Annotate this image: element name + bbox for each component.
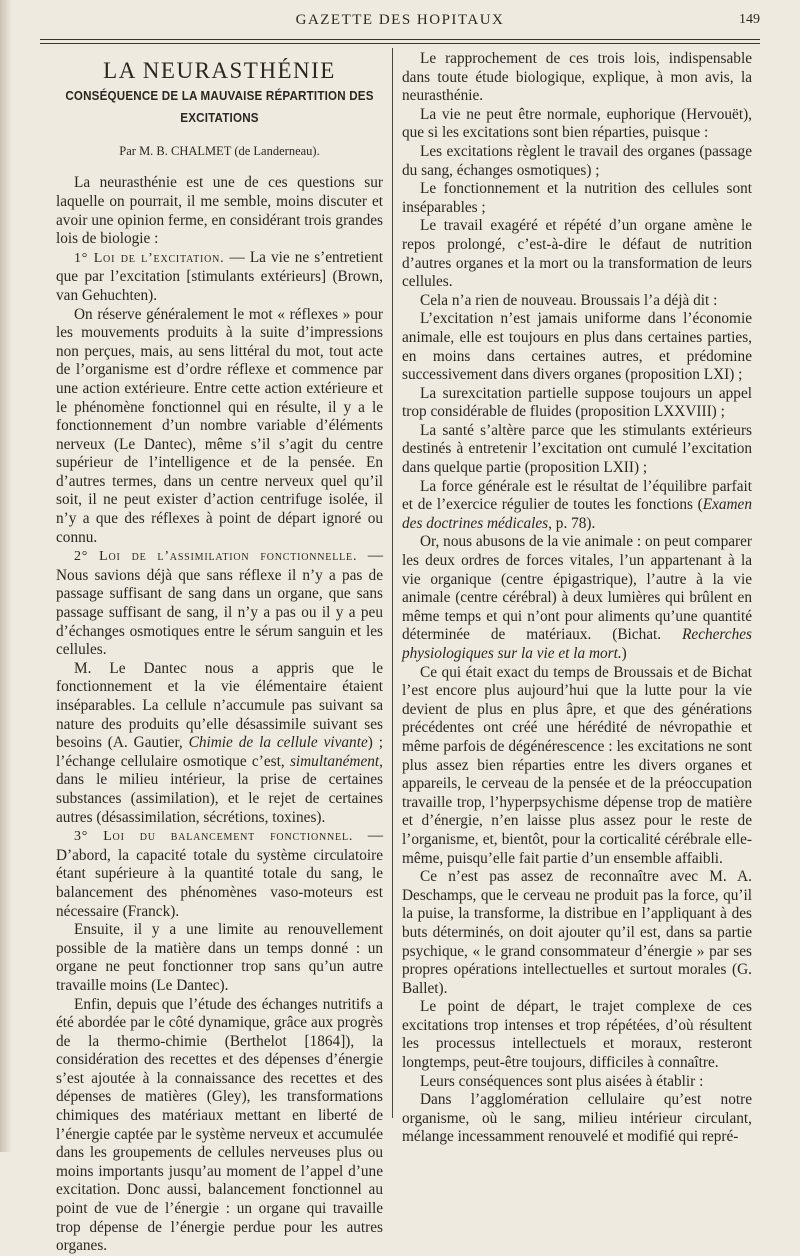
paragraph [56,306,383,548]
paragraph-text: La surexcitation partielle suppose toujours un appel trop considérable de fluides (proposition LXXVIII) ; [402,384,752,421]
paragraph-text: Ce n’est pas assez de reconnaître avec M. A. Deschamps, que le cerveau ne produit pas la force, qu’il la puise, la transforme, la distribue en l’appliquant à des buts déterminés, on doit ajouter qu’il est, dans sa partie psychique, « le grand consommateur d’énergie » par ses propres opérations intellectuelles et surtout morales (G. Ballet). [402,868,752,997]
paragraph-text: Les excitations règlent le travail des organes (passage du sang, échanges osmotiques) ; [402,142,752,179]
column-divider [392,48,393,1118]
paragraph [402,143,752,180]
paragraph-text: — La vie ne s’entretient que par l’excitation [stimulants extérieurs] (Brown, van Gehuchten). [56,248,383,304]
paragraph-text: La neurasthénie est une de ces questions sur laquelle on pourrait, il me semble, moins discuter et avoir une opinion ferme, en considérant trois grandes lois de biologie : [56,174,383,248]
article-subtitle: CONSÉQUENCE DE LA MAUVAISE RÉPARTITION DES EXCITATIONS [65,88,374,125]
paragraph-text: Le fonctionnement et la nutrition des cellules sont inséparables ; [402,180,752,216]
running-title: GAZETTE DES HOPITAUX [295,12,505,28]
paragraph-text: Ce qui était exact du temps de Broussais et de Bichat l’est encore plus aujourd’hui que la lutte pour la vie devient de plus en plus âpre, et que des générations précédentes ont créé une hérédité de névropathie et même parfois de dégénérescence : les excitations ne sont plus assez bien réparties entre les divers organes et appareils, le cerveau de la pensée et de la préoccupation travaille trop, l’hyperpsychisme dépense trop de matière et d’énergie, n’en laisse plus assez pour le reste de l’organisme, et, bientôt, pour la corticalité cérébrale elle-même, puisqu’elle fait partie d’un ensemble affaibli. [402,663,752,867]
paragraph [56,921,383,995]
paragraph [56,249,383,306]
cited-work-title: Examen des doctrines médicales [402,496,752,532]
cited-work-title: simultanément [289,752,380,770]
paragraph-text: La force générale est le résultat de l’équilibre parfait et de l’exercice régulier de toutes les fonctions ( [402,477,752,514]
paragraph [402,422,752,478]
left-column [56,50,383,1256]
paragraph-text: Le travail exagéré et répété d’un organe amène le repos prolongé, c’est-à-dire le défaut de nutrition d’autres organes et la mort ou la transformation de leurs cellules. [402,217,752,291]
law-heading: 3° Loi du balancement fonctionnel. [74,829,354,845]
paragraph [402,478,752,534]
paragraph-text: Leurs conséquences sont plus aisées à établir : [420,1072,704,1090]
paragraph-text: On réserve généralement le mot « réflexes » pour les mouvements produits à la suite d’impressions non perçues, mais, au sens littéral du mot, tout acte de l’organisme est d’ordre réflexe et commence par une action extérieure. Entre cette action extérieure et le phénomène fonctionnel qui en résulte, il y a le fonctionnement d’un nombre variable d’éléments nerveux (Le Dantec), même s’il s’agit du centre supérieur de l’intelligence et de la pensée. En d’autres termes, dans un centre nerveux quel qu’il soit, il ne peut exister d’action centrifuge isolée, il n’y a que des réflexes à point de départ ignoré ou connu. [56,305,383,546]
paragraph [56,547,383,660]
paragraph-text: L’excitation n’est jamais uniforme dans l’économie animale, elle est toujours en plus dans certaines parties, en moins dans certaines autres, et prédomine successivement dans divers organes (proposition LXI) ; [402,310,752,384]
paragraph [56,174,383,248]
right-column [402,50,752,1147]
paragraph [56,660,383,827]
paragraph [402,385,752,422]
paragraph-text: , p. 78). [548,514,596,532]
paragraph [402,310,752,384]
paragraph-text: Ensuite, il y a une limite au renouvellement possible de la matière dans un temps donné : un organe ne peut fonctionner trop sans qu’un autre travaille moins (Le Dantec). [56,921,383,994]
article-byline: Par M. B. CHALMET (de Landerneau). [119,143,320,158]
header-rule-bottom [40,43,760,44]
paragraph-text: Enfin, depuis que l’étude des échanges nutritifs a été abordée par le côté dynamique, grâce aux progrès de la thermo-chimie (Berthelot [1864]), la considération des recettes et des dépenses d’énergie s’est ajoutée à la connaissance des recettes et des dépenses de matières (Gley), les transformations chimiques des matériaux mettant en liberté de l’énergie captée par le système nerveux et accumulée dans les groupements de cellules nerveuses plus ou moins importants jusqu’au moment de l’appel d’une excitation. Donc aussi, balancement fonctionnel au point de vue de l’énergie : un organe qui travaille trop dépense de l’énergie perdue pour les autres organes. [56,995,383,1255]
cited-work-title: Recherches physiologiques sur la vie et la mort. [402,626,752,662]
paragraph-text: Le point de départ, le trajet complexe de ces excitations trop intenses et trop répétées, d’où résultent les processus intellectuels et moraux, resteront longtemps, peut-être toujours, difficiles à connaître. [402,998,752,1072]
article-title: LA NEURASTHÉNIE [103,58,336,83]
paragraph [402,1073,752,1092]
law-heading: 2° Loi de l’assimilation fonctionnelle. [74,549,358,565]
paragraph-text: La santé s’altère parce que les stimulants extérieurs destinés à entretenir l’excitation ont cumulé l’excitation dans quelque partie (proposition LXII) ; [402,421,752,477]
paragraph-text: , dans le milieu intérieur, la prise de certaines substances (assimilation), et le rejet de certaines autres (désassimilation, sécrétions, toxines). [56,752,383,826]
header-rule-top [40,39,760,40]
paragraph-text: ) [621,645,627,662]
paragraph-text: Dans l’agglomération cellulaire qu’est notre organisme, où le sang, milieu intérieur circulant, mélange incessamment renouvelé et modifié qui repré- [402,1091,752,1146]
cited-work-title: Chimie de la cellule vivante [188,734,368,752]
paragraph [402,217,752,291]
paragraph-text: — D’abord, la capacité totale du système circulatoire étant supérieure à la quantité totale du sang, le balancement des phénomènes vaso-moteurs est nécessaire (Franck). [56,827,383,920]
paragraph [56,996,383,1256]
paragraph [402,664,752,869]
page-number: 149 [739,12,760,27]
paragraph-text: Or, nous abusons de la vie animale : on peut comparer les deux ordres de forces vitales, l’un appartenant à la vie organique (centre épigastrique), l’autre à la vie animale (centre cérébral) à deux lumières qui brûlent en même temps et qui n’ont pour aliments qu’une quantité déterminée de matériaux. (Bichat. [402,533,752,644]
page-binding-shadow [0,0,12,1152]
left-column-body [56,174,383,1255]
paragraph-text: M. Le Dantec nous a appris que le fonctionnement et la vie élémentaire étaient inséparables. La cellule n’accumule pas suivant sa nature des produits qu’elle désassimile suivant ses besoins (A. Gautier, [56,659,383,752]
paragraph [402,998,752,1072]
paragraph-text: La vie ne peut être normale, euphorique (Hervouët), que si les excitations sont bien réparties, puisque : [402,105,752,142]
right-column-body [402,50,752,1147]
paragraph [402,1091,752,1147]
law-heading: 1° Loi de l’excitation. [74,250,225,266]
paragraph-text: ) ; l’échange cellulaire osmotique c’est, [56,734,383,770]
paragraph-text: Le rapprochement de ces trois lois, indispensable dans toute étude biologique, explique, à mon avis, la neurasthénie. [402,50,752,105]
paragraph-text: Cela n’a rien de nouveau. Broussais l’a déjà dit : [420,291,718,309]
paragraph [402,868,752,998]
paragraph [402,180,752,217]
paragraph [402,533,752,663]
paragraph-text: — Nous savions déjà que sans réflexe il n’y a pas de passage suffisant de sang dans un organe, que sans passage suffisant de sang, il n’y a pas ou il y a peu d’échanges osmotiques entre le sérum sanguin et les cellules. [56,547,384,659]
paragraph [402,50,752,106]
paragraph [56,827,383,921]
paragraph [402,106,752,143]
page-header [40,10,760,32]
paragraph [402,292,752,311]
